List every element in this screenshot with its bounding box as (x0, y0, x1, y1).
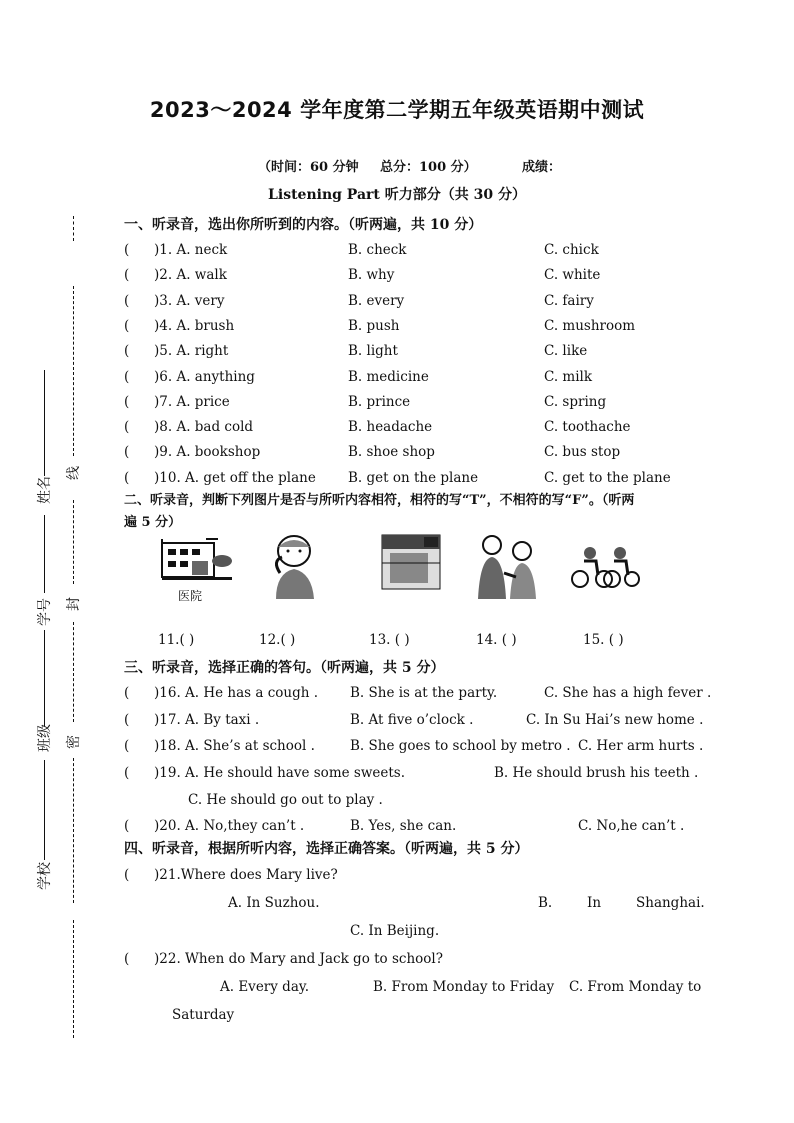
question-22-c-cont: Saturday (172, 1007, 235, 1023)
question-22-b: B. From Monday to Friday (373, 979, 555, 995)
exam-grade-label: 成绩： (522, 160, 562, 175)
question-10-b: B. get on the plane (348, 469, 479, 486)
binding-school-label: 学校 (37, 862, 53, 890)
question-18-a: )18. A. She’s at school . (154, 738, 315, 754)
question-3 (124, 293, 224, 309)
question-9 (124, 444, 260, 460)
picture-hospital (158, 533, 238, 603)
answer-paren[interactable]: ( (124, 343, 130, 360)
question-20-b: B. Yes, she can. (350, 818, 457, 834)
question-2-c: C. white (544, 267, 601, 284)
question-20 (124, 818, 304, 834)
answer-paren[interactable]: ( (124, 818, 130, 834)
binding-name-label: 姓名 (37, 476, 53, 504)
section3-title: 三、听录音，选择正确的答句。（听两遍，共 5 分） (124, 660, 445, 676)
binding-line-label: 线 (66, 466, 82, 480)
question-3-b: B. every (348, 292, 405, 309)
question-1 (124, 242, 227, 258)
binding-dashed-line (73, 216, 74, 241)
picture-girl-toothache (262, 533, 326, 599)
question-16-a: )16. A. He has a cough . (154, 685, 319, 701)
question-4-b: B. push (348, 317, 400, 334)
question-7-c: C. spring (544, 393, 607, 410)
question-7-a: )7. A. price (154, 393, 230, 410)
answer-paren[interactable]: ( (124, 267, 130, 284)
answer-paren[interactable]: ( (124, 712, 130, 728)
binding-dashed-line (73, 286, 74, 456)
question-22-a: A. Every day. (220, 979, 309, 995)
question-16-c: C. She has a high fever . (544, 685, 712, 701)
question-10 (124, 470, 316, 486)
question-3-a: )3. A. very (154, 292, 225, 309)
answer-paren[interactable]: ( (124, 765, 130, 781)
answer-paren[interactable]: ( (124, 419, 130, 436)
picture-two-people (470, 533, 544, 599)
question-10-c: C. get to the plane (544, 469, 671, 486)
answer-paren[interactable]: ( (124, 867, 130, 883)
answer-paren[interactable]: ( (124, 951, 130, 967)
question-1-a: )1. A. neck (154, 242, 228, 258)
question-17-a: )17. A. By taxi . (154, 712, 260, 728)
question-9-b: B. shoe shop (348, 444, 435, 461)
question-8-b: B. headache (348, 419, 433, 436)
question-21 (124, 867, 338, 883)
question-8 (124, 419, 253, 435)
exam-time: （时间：60 分钟 (258, 160, 359, 175)
question-21-b-city: Shanghai. (636, 895, 705, 911)
question-17-c: C. In Su Hai’s new home . (526, 712, 704, 728)
answer-paren[interactable]: ( (124, 393, 130, 410)
answer-paren[interactable]: ( (124, 292, 130, 309)
exam-total-score: 总分：100 分） (380, 160, 477, 175)
question-17 (124, 712, 259, 728)
question-18 (124, 738, 315, 754)
question-22-c: C. From Monday to (569, 979, 702, 995)
binding-dashed-line (73, 920, 74, 1038)
question-20-a: )20. A. No,they can’t . (154, 818, 305, 834)
section2-title-line1: 二、听录音，判断下列图片是否与所听内容相符，相符的写“T”，不相符的写“F”。（听两 (124, 493, 635, 508)
question-5-a: )5. A. right (154, 343, 229, 360)
question-5 (124, 343, 228, 359)
binding-dashed-line (73, 622, 74, 722)
question-18-b: B. She goes to school by metro . (350, 738, 571, 754)
answer-paren[interactable]: ( (124, 444, 130, 461)
question-2-a: )2. A. walk (154, 267, 227, 284)
page-title: 2023～2024 学年度第二学期五年级英语期中测试 (149, 98, 645, 122)
hospital-label: 医院 (178, 589, 203, 603)
question-19-c: C. He should go out to play . (188, 792, 383, 808)
picture-bikes (568, 533, 640, 599)
question-2-b: B. why (348, 267, 395, 284)
binding-dashed-line (73, 758, 74, 903)
question-8-a: )8. A. bad cold (154, 419, 254, 436)
part-title: Listening Part 听力部分（共 30 分） (268, 187, 526, 203)
section4-title: 四、听录音，根据所听内容，选择正确答案。（听两遍，共 5 分） (124, 841, 529, 857)
question-21-a: A. In Suzhou. (228, 895, 320, 911)
question-5-c: C. like (544, 343, 588, 360)
question-7-b: B. prince (348, 393, 411, 410)
binding-class-label: 班级 (37, 724, 53, 752)
class-underline (44, 630, 45, 726)
answer-blank-13[interactable]: 13. ( ) (369, 632, 410, 648)
school-underline (44, 760, 45, 860)
question-1-c: C. chick (544, 242, 599, 258)
question-22 (124, 951, 443, 967)
question-18-c: C. Her arm hurts . (578, 738, 704, 754)
question-1-b: B. check (348, 242, 407, 258)
question-7 (124, 394, 230, 410)
question-19 (124, 765, 405, 781)
question-3-c: C. fairy (544, 292, 594, 309)
answer-paren[interactable]: ( (124, 738, 130, 754)
question-21-b-letter: B. (538, 895, 553, 911)
question-8-c: C. toothache (544, 419, 631, 436)
answer-paren[interactable]: ( (124, 469, 130, 486)
question-10-a: )10. A. get off the plane (154, 469, 316, 486)
question-4 (124, 318, 234, 334)
binding-dashed-line (73, 500, 74, 584)
question-9-a: )9. A. bookshop (154, 444, 261, 461)
question-5-b: B. light (348, 343, 398, 360)
binding-secret-label: 密 (66, 735, 82, 749)
question-4-c: C. mushroom (544, 317, 636, 334)
question-9-c: C. bus stop (544, 444, 621, 461)
question-6-a: )6. A. anything (154, 368, 255, 385)
question-19-b: B. He should brush his teeth . (494, 765, 699, 781)
name-underline (44, 370, 45, 476)
question-22-text: )22. When do Mary and Jack go to school? (154, 951, 443, 967)
answer-paren[interactable]: ( (124, 317, 130, 334)
question-19-a: )19. A. He should have some sweets. (154, 765, 406, 781)
question-6 (124, 369, 255, 385)
question-16-b: B. She is at the party. (350, 685, 498, 701)
question-20-c: C. No,he can’t . (578, 818, 685, 834)
question-21-b-in: In (587, 895, 602, 911)
binding-number-label: 学号 (37, 598, 53, 626)
question-16 (124, 685, 318, 701)
question-6-c: C. milk (544, 368, 593, 385)
number-underline (44, 515, 45, 593)
answer-paren[interactable]: ( (124, 685, 130, 701)
question-6-b: B. medicine (348, 368, 429, 385)
answer-blank-11[interactable]: 11.( ) (158, 632, 195, 648)
question-4-a: )4. A. brush (154, 317, 235, 334)
question-21-text: )21.Where does Mary live? (154, 867, 338, 883)
section1-title: 一、听录音，选出你所听到的内容。（听两遍，共 10 分） (124, 217, 483, 233)
answer-blank-12[interactable]: 12.( ) (259, 632, 296, 648)
question-2 (124, 267, 227, 283)
picture-room (380, 533, 442, 599)
binding-seal-label: 封 (66, 597, 82, 611)
section2-title-line2: 遍 5 分） (124, 515, 182, 530)
answer-paren[interactable]: ( (124, 242, 130, 258)
answer-blank-15[interactable]: 15. ( ) (583, 632, 624, 648)
question-21-c: C. In Beijing. (350, 923, 440, 939)
answer-blank-14[interactable]: 14. ( ) (476, 632, 517, 648)
question-17-b: B. At five o’clock . (350, 712, 474, 728)
answer-paren[interactable]: ( (124, 368, 130, 385)
